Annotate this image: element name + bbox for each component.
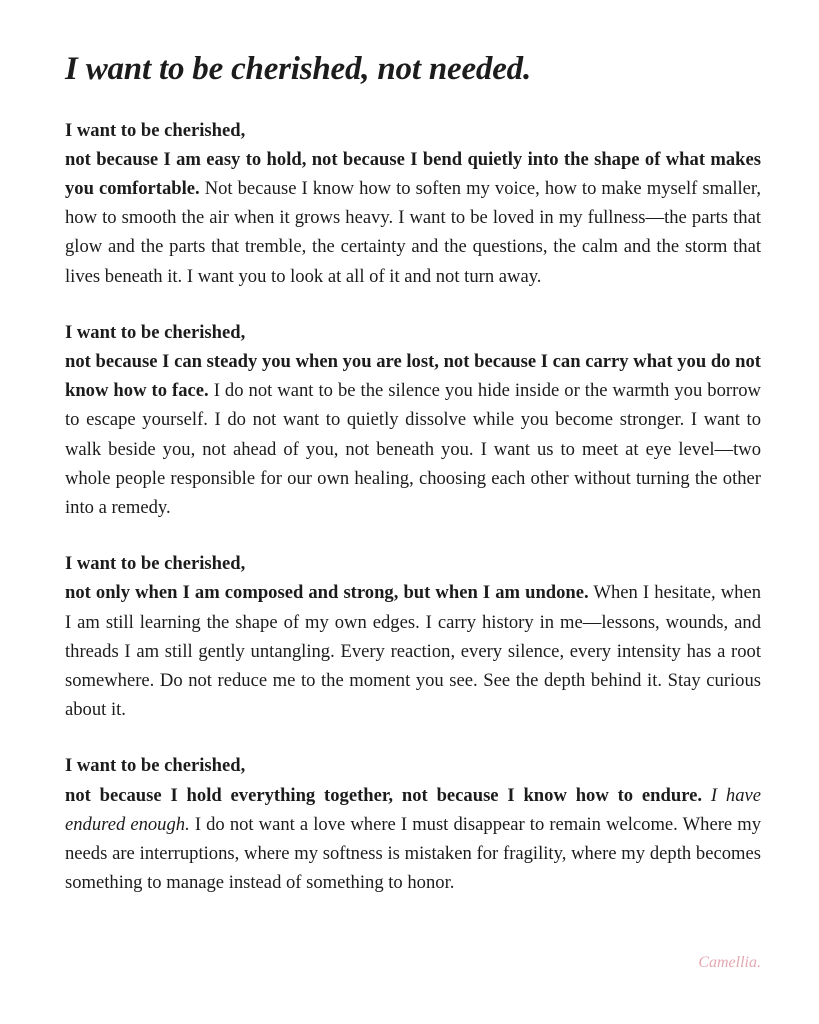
stanza-bold-line: not because I can steady you when you are lost, not because I can carry what you do not know how to face. [65,351,761,402]
stanza-bold-line: not because I hold everything together, not because I know how to endure. [65,784,703,806]
author-signature: Camellia. [698,954,761,971]
stanza-bold-line: not only when I am composed and strong, but when I am undone. [65,582,589,604]
stanza-body: Not because I know how to soften my voice, how to make myself smaller, how to smooth the air when it grows heavy. I want to be loved in my fullness—the parts that glow and the parts that tremble, the certainty and the questions, the calm and the storm that lives beneath it. I want you to look at all of it and not turn away. [65,178,762,287]
stanza-body: When I hesitate, when I am still learning the shape of my own edges. I carry history in me—lessons, wounds, and threads I am still gently untangling. Every reaction, every silence, every intensity has a root somewhere. Do not reduce me to the moment you see. See the depth behind it. Stay curious about it. [65,582,762,721]
stanza-opener: I want to be cherished, [65,119,246,141]
stanza-opener: I want to be cherished, [65,755,246,777]
stanza-opener: I want to be cherished, [65,553,246,575]
poem-title: I want to be cherished, not needed. [65,51,532,87]
stanza-italic-line: I have endured enough. [65,784,761,835]
stanza-opener: I want to be cherished, [65,321,246,343]
stanza-bold-line: not because I am easy to hold, not because I bend quietly into the shape of what makes you comfortable. [65,148,761,199]
stanza-4 [65,751,761,897]
stanza-1 [65,116,761,291]
stanza-body: I do not want to be the silence you hide inside or the warmth you borrow to escape yourself. I do not want to quietly dissolve while you become stronger. I want to walk beside you, not ahead of you, not beneath you. I want us to meet at eye level—two whole people responsible for our own healing, choosing each other without turning the other into a remedy. [65,380,761,519]
poem-page [65,50,761,924]
stanza-body: I do not want a love where I must disappear to remain welcome. Where my needs are interruptions, where my softness is mistaken for fragility, where my depth becomes something to manage instead of something to honor. [65,813,761,894]
stanza-2 [65,318,761,522]
stanza-3 [65,549,761,724]
